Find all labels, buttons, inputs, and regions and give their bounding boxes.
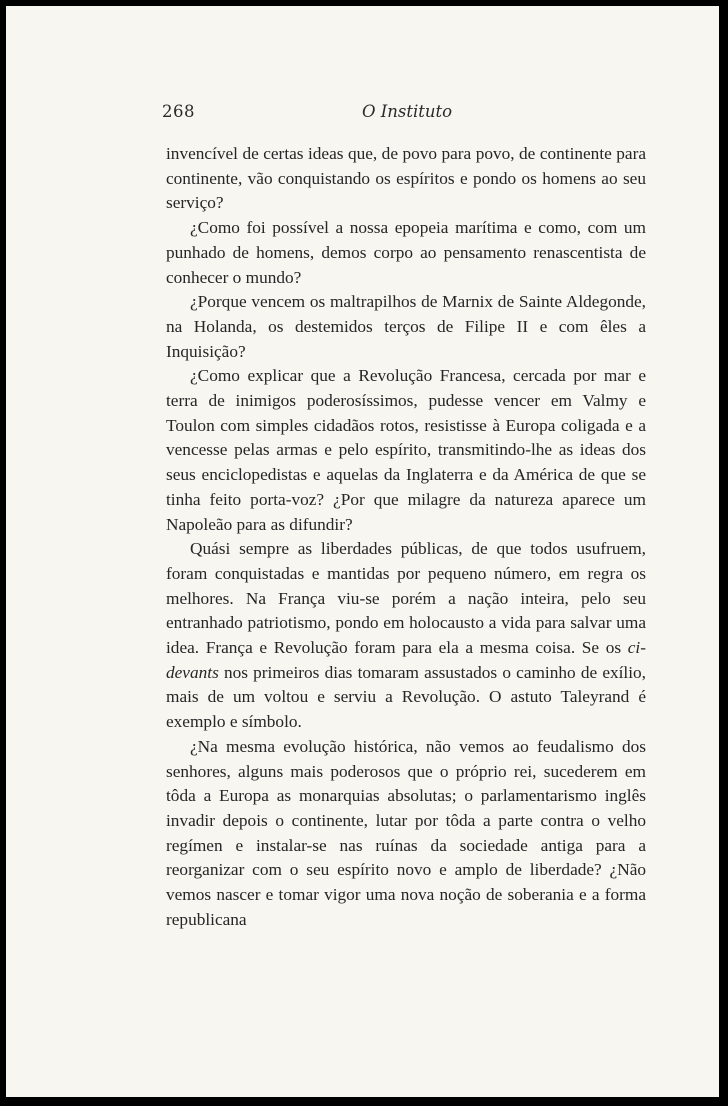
book-page: [6, 6, 719, 1097]
paragraph-5-text-a: Quási sempre as liberdades públicas, de que todos usufruem, foram conquistadas e mantidas por pequeno número, em regra os melhores. Na França viu-se porém a nação inteira, pelo seu entranhado patriotismo, pondo em holocausto a vida para salvar uma idea. França e Revolução foram para ela a mesma coisa. Se os: [166, 539, 646, 658]
paragraph-4: ¿Como explicar que a Revolução Francesa, cercada por mar e terra de inimigos poderosíssimos, pudesse vencer em Valmy e Toulon com simples cidadãos rotos, resistisse à Europa coligada e a vencesse pelas armas e pelo espírito, transmitindo-lhe as ideas dos seus enciclopedistas e aquelas da Inglaterra e da América de que se tinha feito porta-voz? ¿Por que milagre da natureza aparece um Napoleão para as difundir?: [166, 366, 646, 534]
paragraph-6: ¿Na mesma evolução histórica, não vemos ao feudalismo dos senhores, alguns mais poderosos que o próprio rei, sucederem em tôda a Europa as monarquias absolutas; o parlamentarismo inglês invadir depois o continente, lutar por tôda a parte contra o velho regímen e instalar-se nas ruínas da sociedade antiga para a reorganizar com o seu espírito novo e amplo de liberdade? ¿Não vemos nascer e tomar vigor uma nova noção de soberania e a forma republicana: [166, 736, 646, 929]
paragraph-3: ¿Porque vencem os maltrapilhos de Marnix de Sainte Aldegonde, na Holanda, os destemidos terços de Filipe II e com êles a Inquisição?: [166, 292, 646, 361]
paragraph-1: invencível de certas ideas que, de povo para povo, de continente para continente, vão conquistando os espíritos e pondo os homens ao seu serviço?: [166, 144, 646, 213]
paragraph-5-italic: ci-devants: [166, 638, 646, 682]
running-title: O Instituto: [362, 102, 453, 121]
page-number: 268: [162, 102, 195, 121]
paragraph-5: [166, 537, 646, 735]
body-text: [166, 142, 646, 933]
page-header: [162, 102, 646, 132]
paragraph-2: ¿Como foi possível a nossa epopeia marítima e como, com um punhado de homens, demos corpo ao pensamento renascentista de conhecer o mundo?: [166, 218, 646, 287]
paragraph-5-text-b: nos primeiros dias tomaram assustados o caminho de exílio, mais de um voltou e serviu a Revolução. O astuto Taleyrand é exemplo e símbolo.: [166, 662, 646, 732]
